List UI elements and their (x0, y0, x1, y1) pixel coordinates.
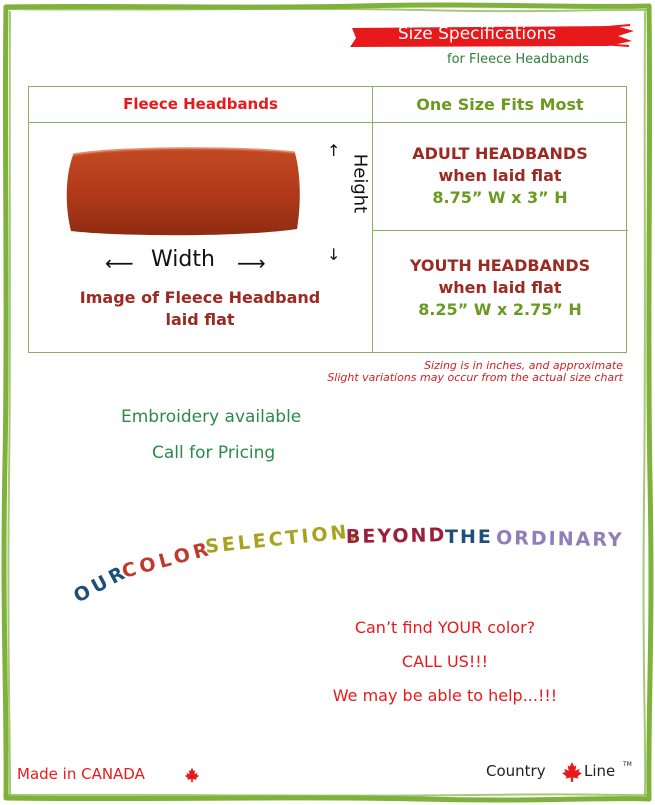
slogan-word-ordinary: ORDINARY (495, 527, 624, 552)
image-caption-line2: laid flat (165, 310, 235, 329)
adult-size-title: ADULT HEADBANDS (412, 144, 588, 163)
youth-size-note: when laid flat (438, 278, 562, 297)
logo-line: Line (584, 762, 616, 780)
slogan-word-color: COLOR (119, 537, 215, 583)
table-header-product: Fleece Headbands (123, 95, 278, 113)
sizing-disclaimer-line1: Sizing is in inches, and approximate (424, 359, 623, 372)
logo-country: Country (486, 762, 546, 780)
help-offer: We may be able to help...!!! (332, 686, 558, 705)
youth-size-title: YOUTH HEADBANDS (409, 256, 591, 275)
image-caption-line1: Image of Fleece Headband (79, 288, 321, 307)
logo-trademark: TM (623, 761, 632, 768)
youth-size-dimensions: 8.25” W x 2.75” H (418, 300, 582, 319)
arrow-up-icon: ↑ (327, 141, 341, 160)
maple-leaf-icon (561, 761, 583, 783)
adult-size-note: when laid flat (438, 166, 562, 185)
page-subtitle: for Fleece Headbands (447, 52, 589, 67)
arrow-down-icon: ↓ (327, 245, 341, 264)
arrow-left-icon: ⟵ (105, 251, 134, 275)
made-in-canada: Made in CANADA (17, 765, 145, 783)
height-label: Height (349, 153, 371, 214)
help-question: Can’t find YOUR color? (354, 618, 536, 637)
help-call: CALL US!!! (401, 652, 489, 671)
slogan-word-our: OUR (70, 560, 132, 608)
slogan-word-selection: SELECTION, (204, 519, 361, 558)
pricing-text: Call for Pricing (152, 443, 276, 463)
adult-size-dimensions: 8.75” W x 3” H (432, 188, 568, 207)
maple-leaf-icon (184, 767, 200, 783)
page-title: Size Specifications (397, 24, 557, 44)
slogan-word-the: THE (445, 526, 493, 548)
slogan-word-beyond: BEYOND (345, 524, 447, 548)
arrow-right-icon: ⟶ (237, 251, 266, 275)
embroidery-text: Embroidery available (121, 407, 302, 427)
width-label: Width (151, 247, 215, 272)
sizing-disclaimer-line2: Slight variations may occur from the actual size chart (327, 371, 623, 384)
table-header-fit: One Size Fits Most (416, 95, 584, 114)
